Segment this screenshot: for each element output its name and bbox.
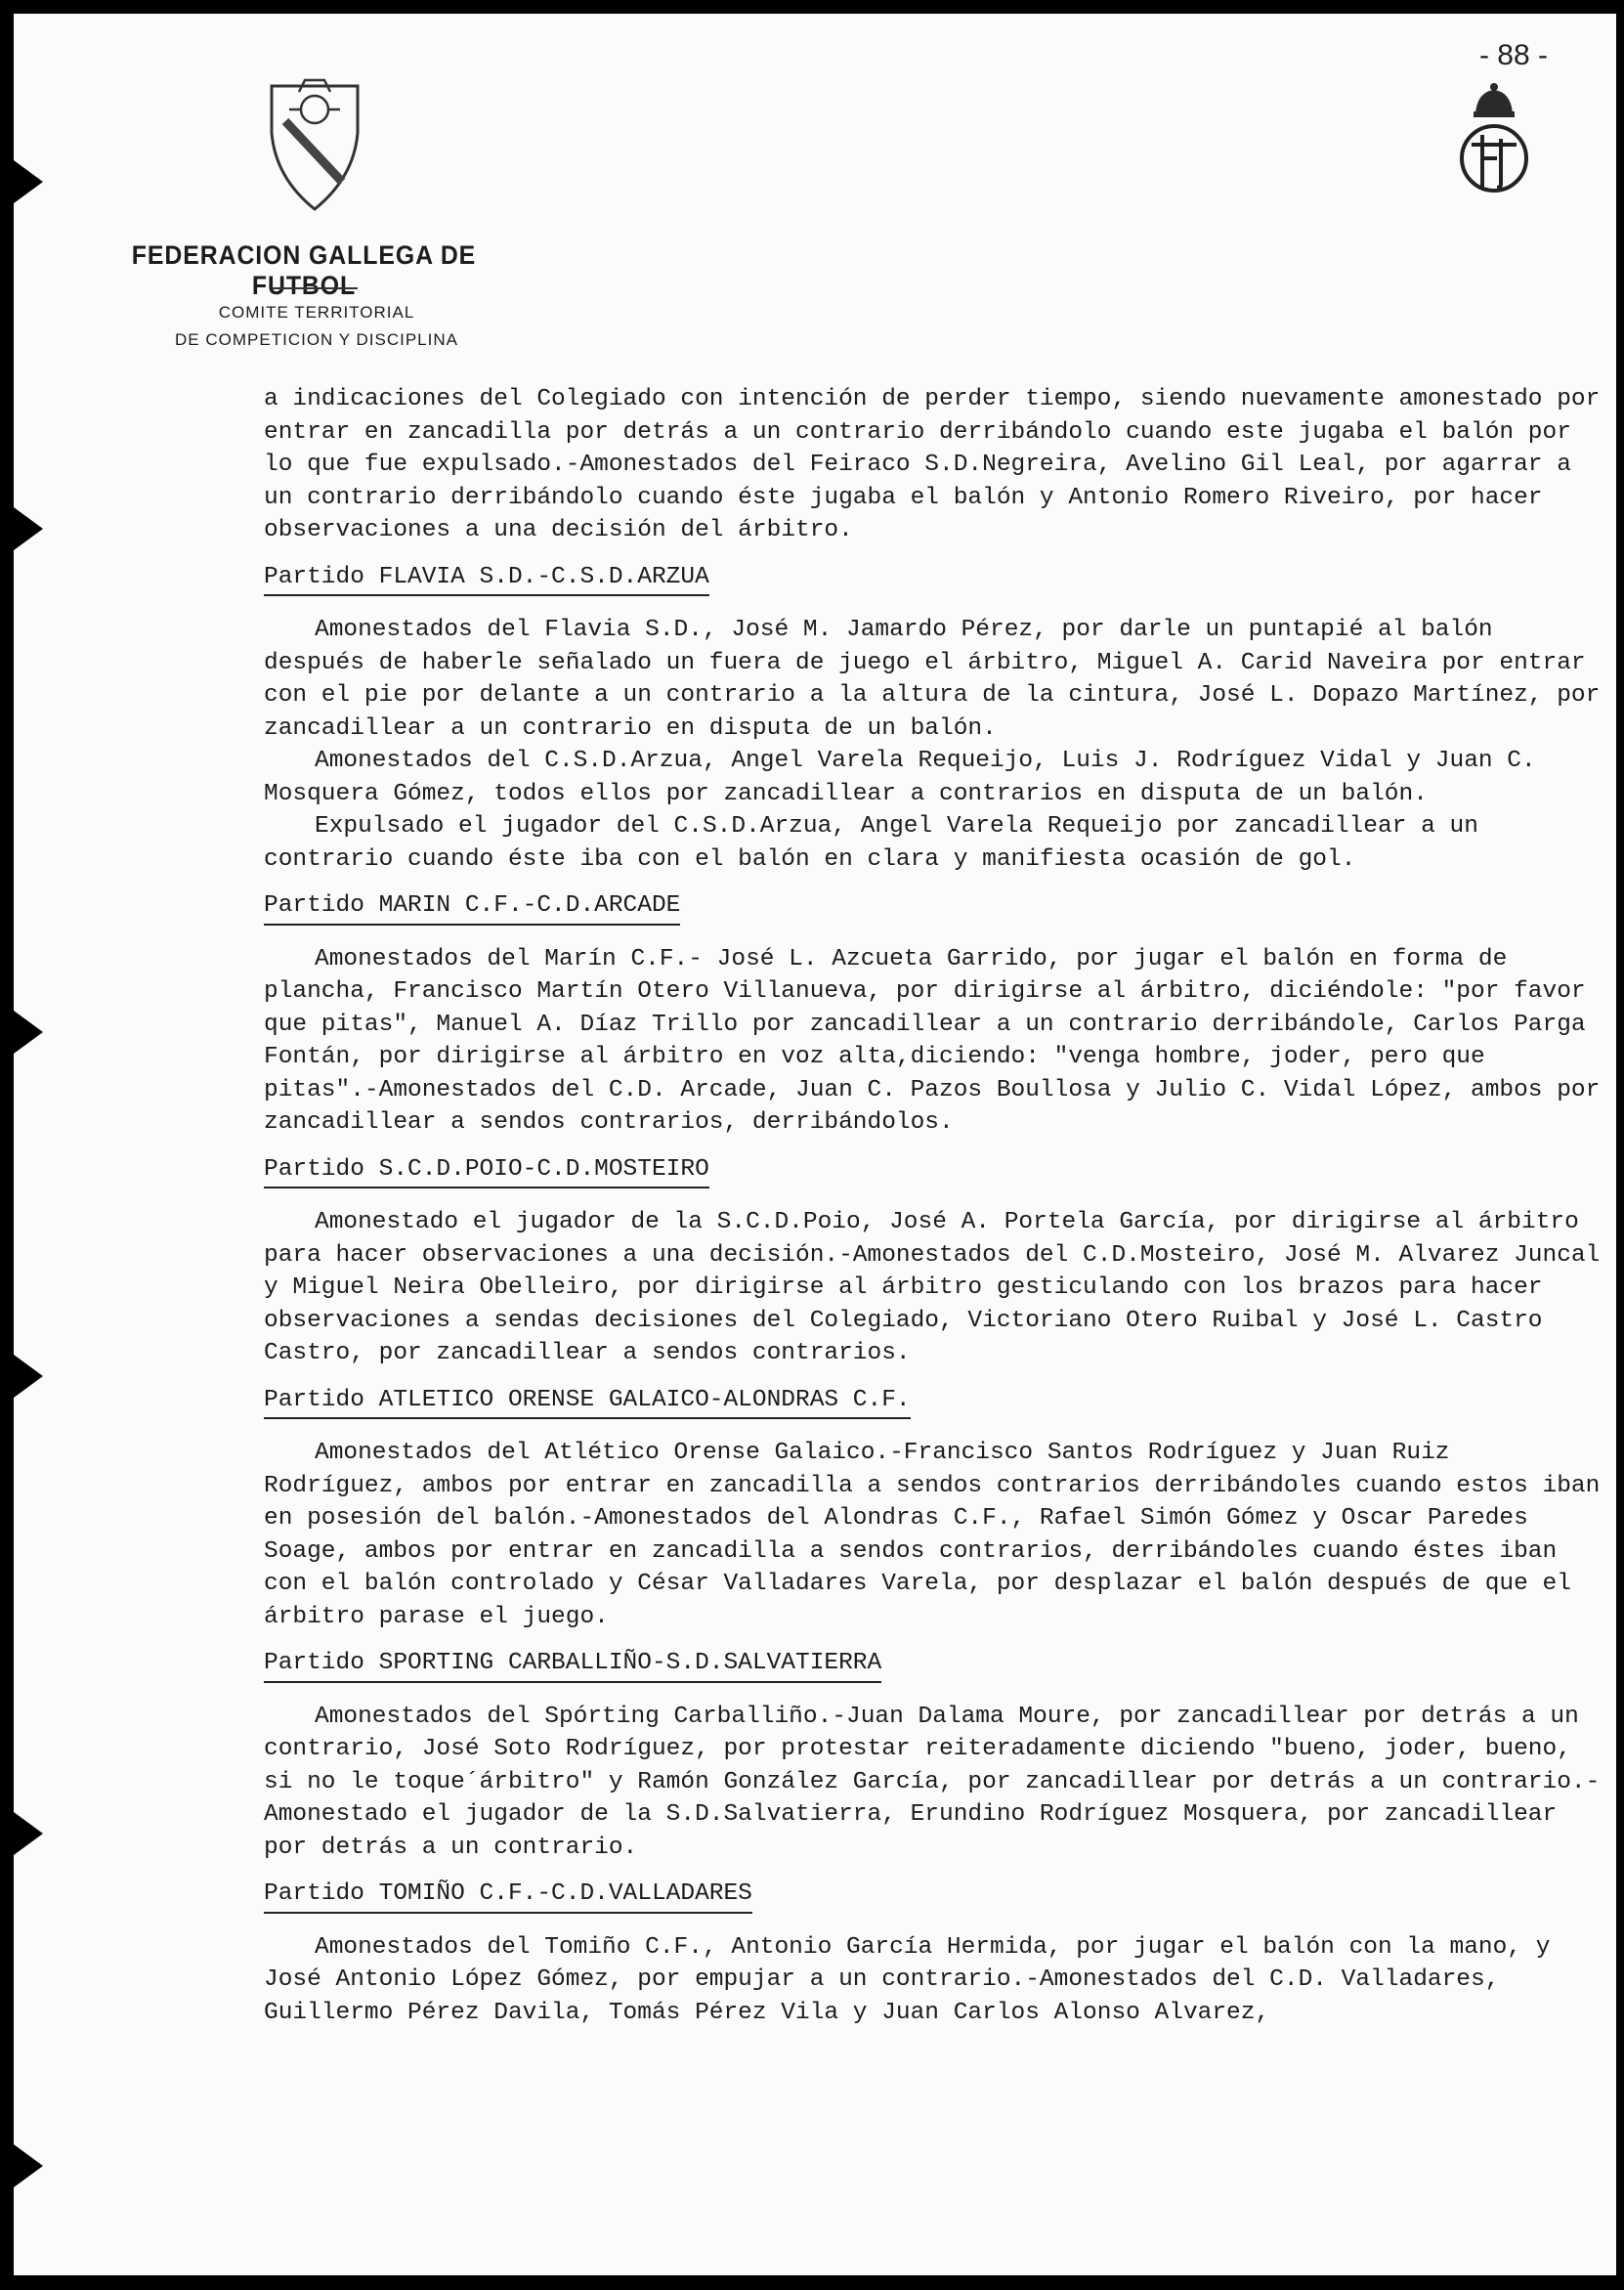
committee-line: DE COMPETICION Y DISCIPLINA [175,330,458,349]
match-section [264,876,1603,1140]
page-number: - 88 - [1478,39,1548,71]
punch-notch [14,2144,43,2187]
match-heading: Partido TOMIÑO C.F.-C.D.VALLADARES [264,1878,752,1914]
sanction-paragraph: Expulsado el jugador del C.S.D.Arzua, Angel Varela Requeijo por zancadillear a un contrario cuando éste iba con el balón en clara y manifiesta ocasión de gol. [264,813,1478,873]
match-section [264,547,1603,877]
document-page [14,14,1616,2275]
match-section [264,1140,1603,1370]
match-section [264,1633,1603,1864]
match-heading: Partido SPORTING CARBALLIÑO-S.D.SALVATIERRA [264,1647,881,1683]
federation-name: FEDERACION GALLEGA DE FUTBOL [131,240,477,300]
royal-crest-logo [1450,80,1538,201]
sanction-paragraph: Amonestados del Flavia S.D., José M. Jamardo Pérez, por darle un puntapié al balón después de haberle señalado un fuera de juego el árbitro, Miguel A. Carid Naveira por entrar con el pie por delante a un contrario a la altura de la cintura, José L. Dopazo Martínez, por zancadillear a un contrario en disputa de un balón. [264,617,1601,742]
match-heading: Partido S.C.D.POIO-C.D.MOSTEIRO [264,1153,709,1189]
sanction-paragraph: Amonestados del Spórting Carballiño.-Juan Dalama Moure, por zancadillear por detrás a un contrario, José Soto Rodríguez, por protestar reiteradamente diciendo "bueno, joder, bueno, si no le toque´árbitro" y Ramón González García, por zancadillear por detrás a un contrario.-Amonestado el jugador de la S.D.Salvatierra, Erundino Rodríguez Mosquera, por zancadillear por detrás a un contrario. [264,1703,1601,1861]
punch-notch [14,507,43,550]
punch-notch [14,1812,43,1855]
sanction-paragraph: Amonestados del Tomiño C.F., Antonio García Hermida, por jugar el balón con la mano, y José Antonio López Gómez, por empujar a un contrario.-Amonestados del C.D. Valladares, Guillermo Pérez Davila, Tomás Pérez Vila y Juan Carlos Alonso Alvarez, [264,1933,1551,2026]
match-heading: Partido ATLETICO ORENSE GALAICO-ALONDRAS C.F. [264,1384,911,1420]
match-section [264,1370,1603,1634]
sanction-paragraph: Amonestados del Atlético Orense Galaico.-Francisco Santos Rodríguez y Juan Ruiz Rodríguez, ambos por entrar en zancadilla a sendos contrarios derribándoles cuando estos iban en posesión del balón.-Amonestados del Alondras C.F., Rafael Simón Gómez y Oscar Paredes Soage, ambos por entrar en zancadilla a sendos contrarios, derribándoles cuando éstes iban con el balón controlado y César Valladares Varela, por desplazar el balón después de que el árbitro parase el juego. [264,1440,1601,1630]
committee-name [92,299,541,354]
match-heading: Partido MARIN C.F.-C.D.ARCADE [264,889,680,926]
sections-container [264,547,1603,2030]
punch-notch [14,160,43,203]
match-heading: Partido FLAVIA S.D.-C.S.D.ARZUA [264,561,709,597]
sanction-paragraph: Amonestado el jugador de la S.C.D.Poio, José A. Portela García, por dirigirse al árbitro para hacer observaciones a una decisión.-Amonestados del C.D.Mosteiro, José M. Alvarez Juncal y Miguel Neira Obelleiro, por dirigirse al árbitro gesticulando con los brazos para hacer observaciones a sendas decisiones del Colegiado, Victoriano Otero Ruibal y José L. Castro Castro, por zancadillear a sendos contrarios. [264,1209,1601,1366]
document-body [264,383,1603,2029]
committee-line: COMITE TERRITORIAL [218,303,415,322]
sanction-paragraph: Amonestados del Marín C.F.- José L. Azcueta Garrido, por jugar el balón en forma de plancha, Francisco Martín Otero Villanueva, por dirigirse al árbitro, diciéndole: "por favor que pitas", Manuel A. Díaz Trillo por zancadillear a un contrario derribándole, Carlos Parga Fontán, por dirigirse al árbitro en voz alta,diciendo: "venga hombre, joder, pero que pitas".-Amonestados del C.D. Arcade, Juan C. Pazos Boullosa y Julio C. Vidal López, ambos por zancadillear a sendos contrarios, derribándolos. [264,945,1601,1136]
punch-notch [14,1011,43,1054]
punch-notch [14,1355,43,1398]
match-section [264,1864,1603,2029]
sanction-paragraph: Amonestados del C.S.D.Arzua, Angel Varela Requeijo, Luis J. Rodríguez Vidal y Juan C. Mosquera Gómez, todos ellos por zancadillear a contrarios en disputa de un balón. [264,748,1536,807]
federation-shield-logo [266,72,363,219]
opening-paragraph: a indicaciones del Colegiado con intención de perder tiempo, siendo nuevamente amonestado por entrar en zancadilla por detrás a un contrario derribándolo cuando este jugaba el balón por lo que fue expulsado.-Amonestados del Feiraco S.D.Negreira, Avelino Gil Leal, por agarrar a un contrario derribándolo cuando éste jugaba el balón y Antonio Romero Riveiro, por hacer observaciones a una decisión del árbitro. [264,386,1601,543]
header-divider [272,287,358,289]
